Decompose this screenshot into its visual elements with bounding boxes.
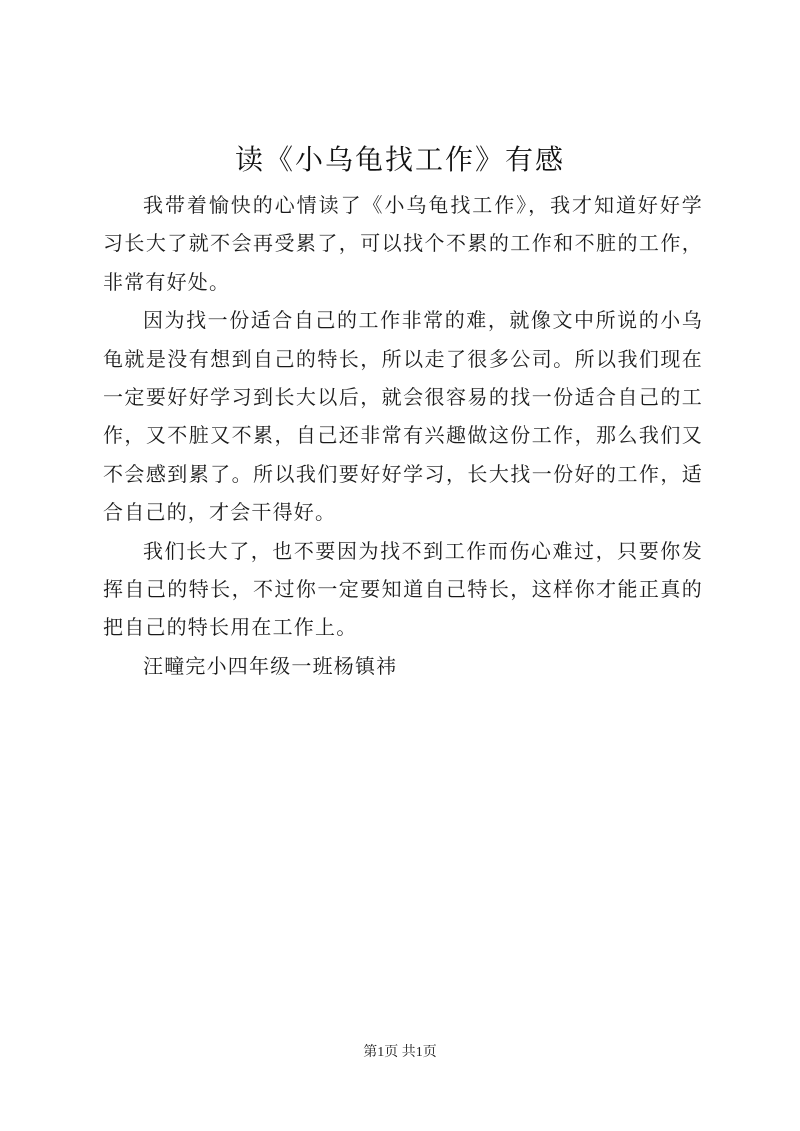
author-signature: 汪疃完小四年级一班杨镇祎 <box>143 653 398 678</box>
page-number-footer: 第1页 共1页 <box>363 1045 437 1060</box>
paragraph-1: 我带着愉快的心情读了《小乌龟找工作》，我才知道好好学习长大了就不会再受累了，可以找个不累的工作和不脏的工作，非常有好处。 <box>103 193 703 294</box>
document-title: 读《小乌龟找工作》有感 <box>234 143 565 176</box>
paragraph-3: 我们长大了，也不要因为找不到工作而伤心难过，只要你发挥自己的特长，不过你一定要知道自己特长，这样你才能正真的把自己的特长用在工作上。 <box>103 538 703 640</box>
paragraph-2: 因为找一份适合自己的工作非常的难，就像文中所说的小乌龟就是没有想到自己的特长，所以走了很多公司。所以我们现在一定要好好学习到长大以后，就会很容易的找一份适合自己的工作，又不脏又不累，自己还非常有兴趣做这份工作，那么我们又不会感到累了。所以我们要好好学习，长大找一份好的工作，适合自己的，才会干得好。 <box>103 308 703 525</box>
document-body <box>103 186 703 685</box>
